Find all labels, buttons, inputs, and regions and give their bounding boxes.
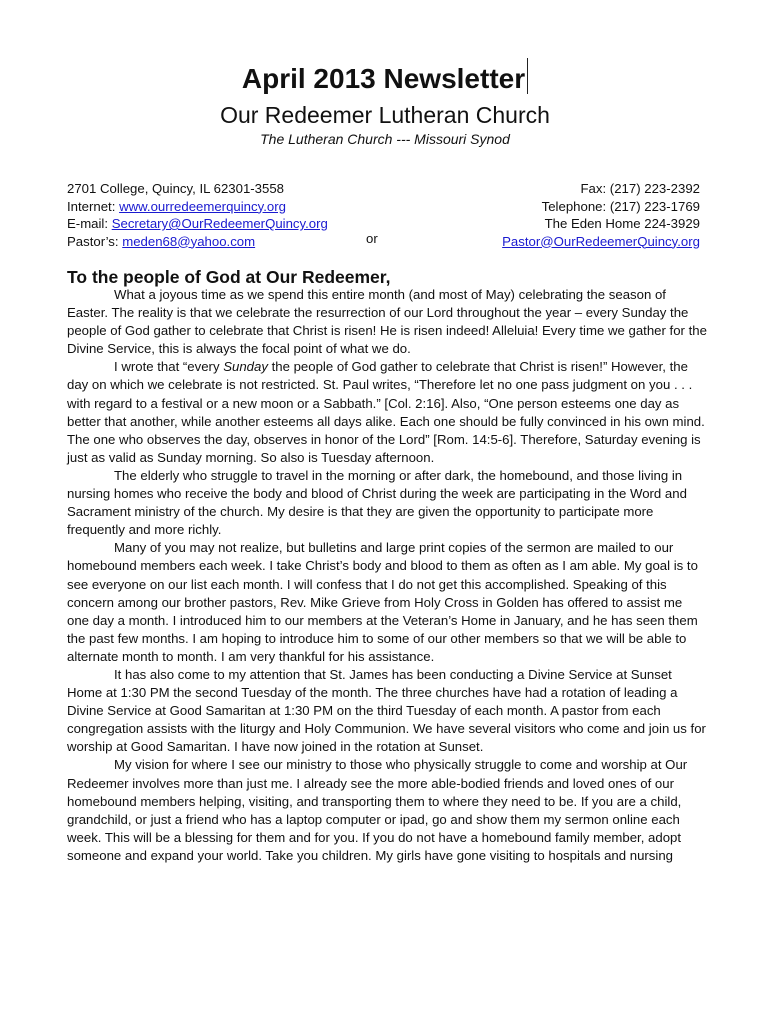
- p2-emphasis: Sunday: [223, 359, 268, 375]
- pastor-alt-email-link[interactable]: Pastor@OurRedeemerQuincy.org: [502, 233, 700, 249]
- email-line: [67, 215, 328, 233]
- paragraph-1: What a joyous time as we spend this entire month (and most of May) celebrating the season of Easter. The reality is that we celebrate the resurrection of our Lord throughout the year – every Sunday the people of God gather to celebrate that Christ is risen! He is risen indeed! Alleluia! Every time we gather for the Divine Service, this is always the focal point of what we do.: [67, 287, 707, 357]
- internet-label: Internet:: [67, 198, 120, 214]
- address: 2701 College, Quincy, IL 62301-3558: [67, 181, 285, 196]
- letter-greeting: To the people of God at Our Redeemer,: [67, 267, 391, 287]
- text-cursor: [527, 58, 528, 94]
- contact-left-block: [67, 180, 328, 250]
- paragraph-5: It has also come to my attention that St. James has been conducting a Divine Service at Sunset Home at 1:30 PM the second Tuesday of the month. The three churches have had a rotation of leading a Divine Service at Good Samaritan at 1:30 PM on the third Tuesday of each month. A pastor from each congregation assists with the liturgy and Holy Communion. We have several visitors who come and join us for worship at Good Samaritan. I have now joined in the rotation at Sunset.: [67, 666, 706, 755]
- pastor-label: Pastor’s:: [67, 233, 123, 249]
- newsletter-title: [0, 58, 770, 96]
- paragraph-4: Many of you may not realize, but bulletins and large print copies of the sermon are mailed to our homebound members each week. I take Christ’s body and blood to them as often as I am able. My goal is to see everyone on our list each month. I will confess that I do not get this accomplished. Speaking of this concern among our brother pastors, Rev. Mike Grieve from Holy Cross in Golden has offered to assist me one day a month. I introduced him to our members at the Veteran’s Home in January, and he has seen them the past few months. I am hoping to introduce him to some of our other members so that we will be able to alternate month to month. I am very thankful for his assistance.: [67, 540, 698, 664]
- pastor-email-link[interactable]: meden68@yahoo.com: [122, 233, 256, 249]
- church-name: Our Redeemer Lutheran Church: [220, 102, 550, 128]
- title-text: April 2013 Newsletter: [241, 63, 526, 94]
- internet-line: [67, 198, 328, 216]
- p2-after: the people of God gather to celebrate that Christ is risen!” However, the day on which we celebrate is not restricted. St. Paul writes, “Therefore let no one pass judgment on you . . . with regard to a festival or a new moon or a Sabbath.” [Col. 2:16]. Also, “One person esteems one day as better that another, while another esteems all days alike. Each one should be fully convinced in his own mind. The one who observes the day, observes in honor of the Lord” [Rom. 14:5-6]. Therefore, Saturday evening is just as valid as Sunday morning. So also is Tuesday afternoon.: [67, 359, 705, 465]
- website-link[interactable]: www.ourredeemerquincy.org: [119, 198, 286, 214]
- secretary-email-link[interactable]: Secretary@OurRedeemerQuincy.org: [111, 216, 328, 231]
- paragraph-6: My vision for where I see our ministry to those who physically struggle to come and worship at Our Redeemer involves more than just me. I already see the more able-bodied friends and loved ones of our homebound members helping, visiting, and transporting them to where they need to be. If you are a child, grandchild, or just a friend who has a laptop computer or ipad, go and show them my sermon online each week. This will be a blessing for them and for you. If you do not have a homebound family member, adopt someone and expand your world. Take you children. My girls have gone visiting to hospitals and nursing: [67, 757, 688, 863]
- fax: Fax: (217) 223-2392: [580, 181, 700, 196]
- synod-name: The Lutheran Church --- Missouri Synod: [260, 131, 510, 147]
- contact-right-block: [502, 180, 700, 250]
- telephone: Telephone: (217) 223-1769: [541, 198, 700, 214]
- letter-body: [67, 286, 707, 865]
- eden-home: The Eden Home 224-3929: [544, 216, 700, 231]
- paragraph-2: [67, 358, 707, 467]
- paragraph-3: The elderly who struggle to travel in the morning or after dark, the homebound, and those living in nursing homes who receive the body and blood of Christ during the week are participating in the Word and Sacrament ministry of the church. My desire is that they are given the opportunity to participate more frequently and more richly.: [67, 467, 687, 538]
- email-label: E-mail:: [67, 216, 112, 231]
- contact-or: or: [366, 231, 378, 246]
- pastor-alt-line: [502, 233, 700, 251]
- p2-before: I wrote that “every: [114, 359, 224, 375]
- pastor-line: [67, 233, 328, 251]
